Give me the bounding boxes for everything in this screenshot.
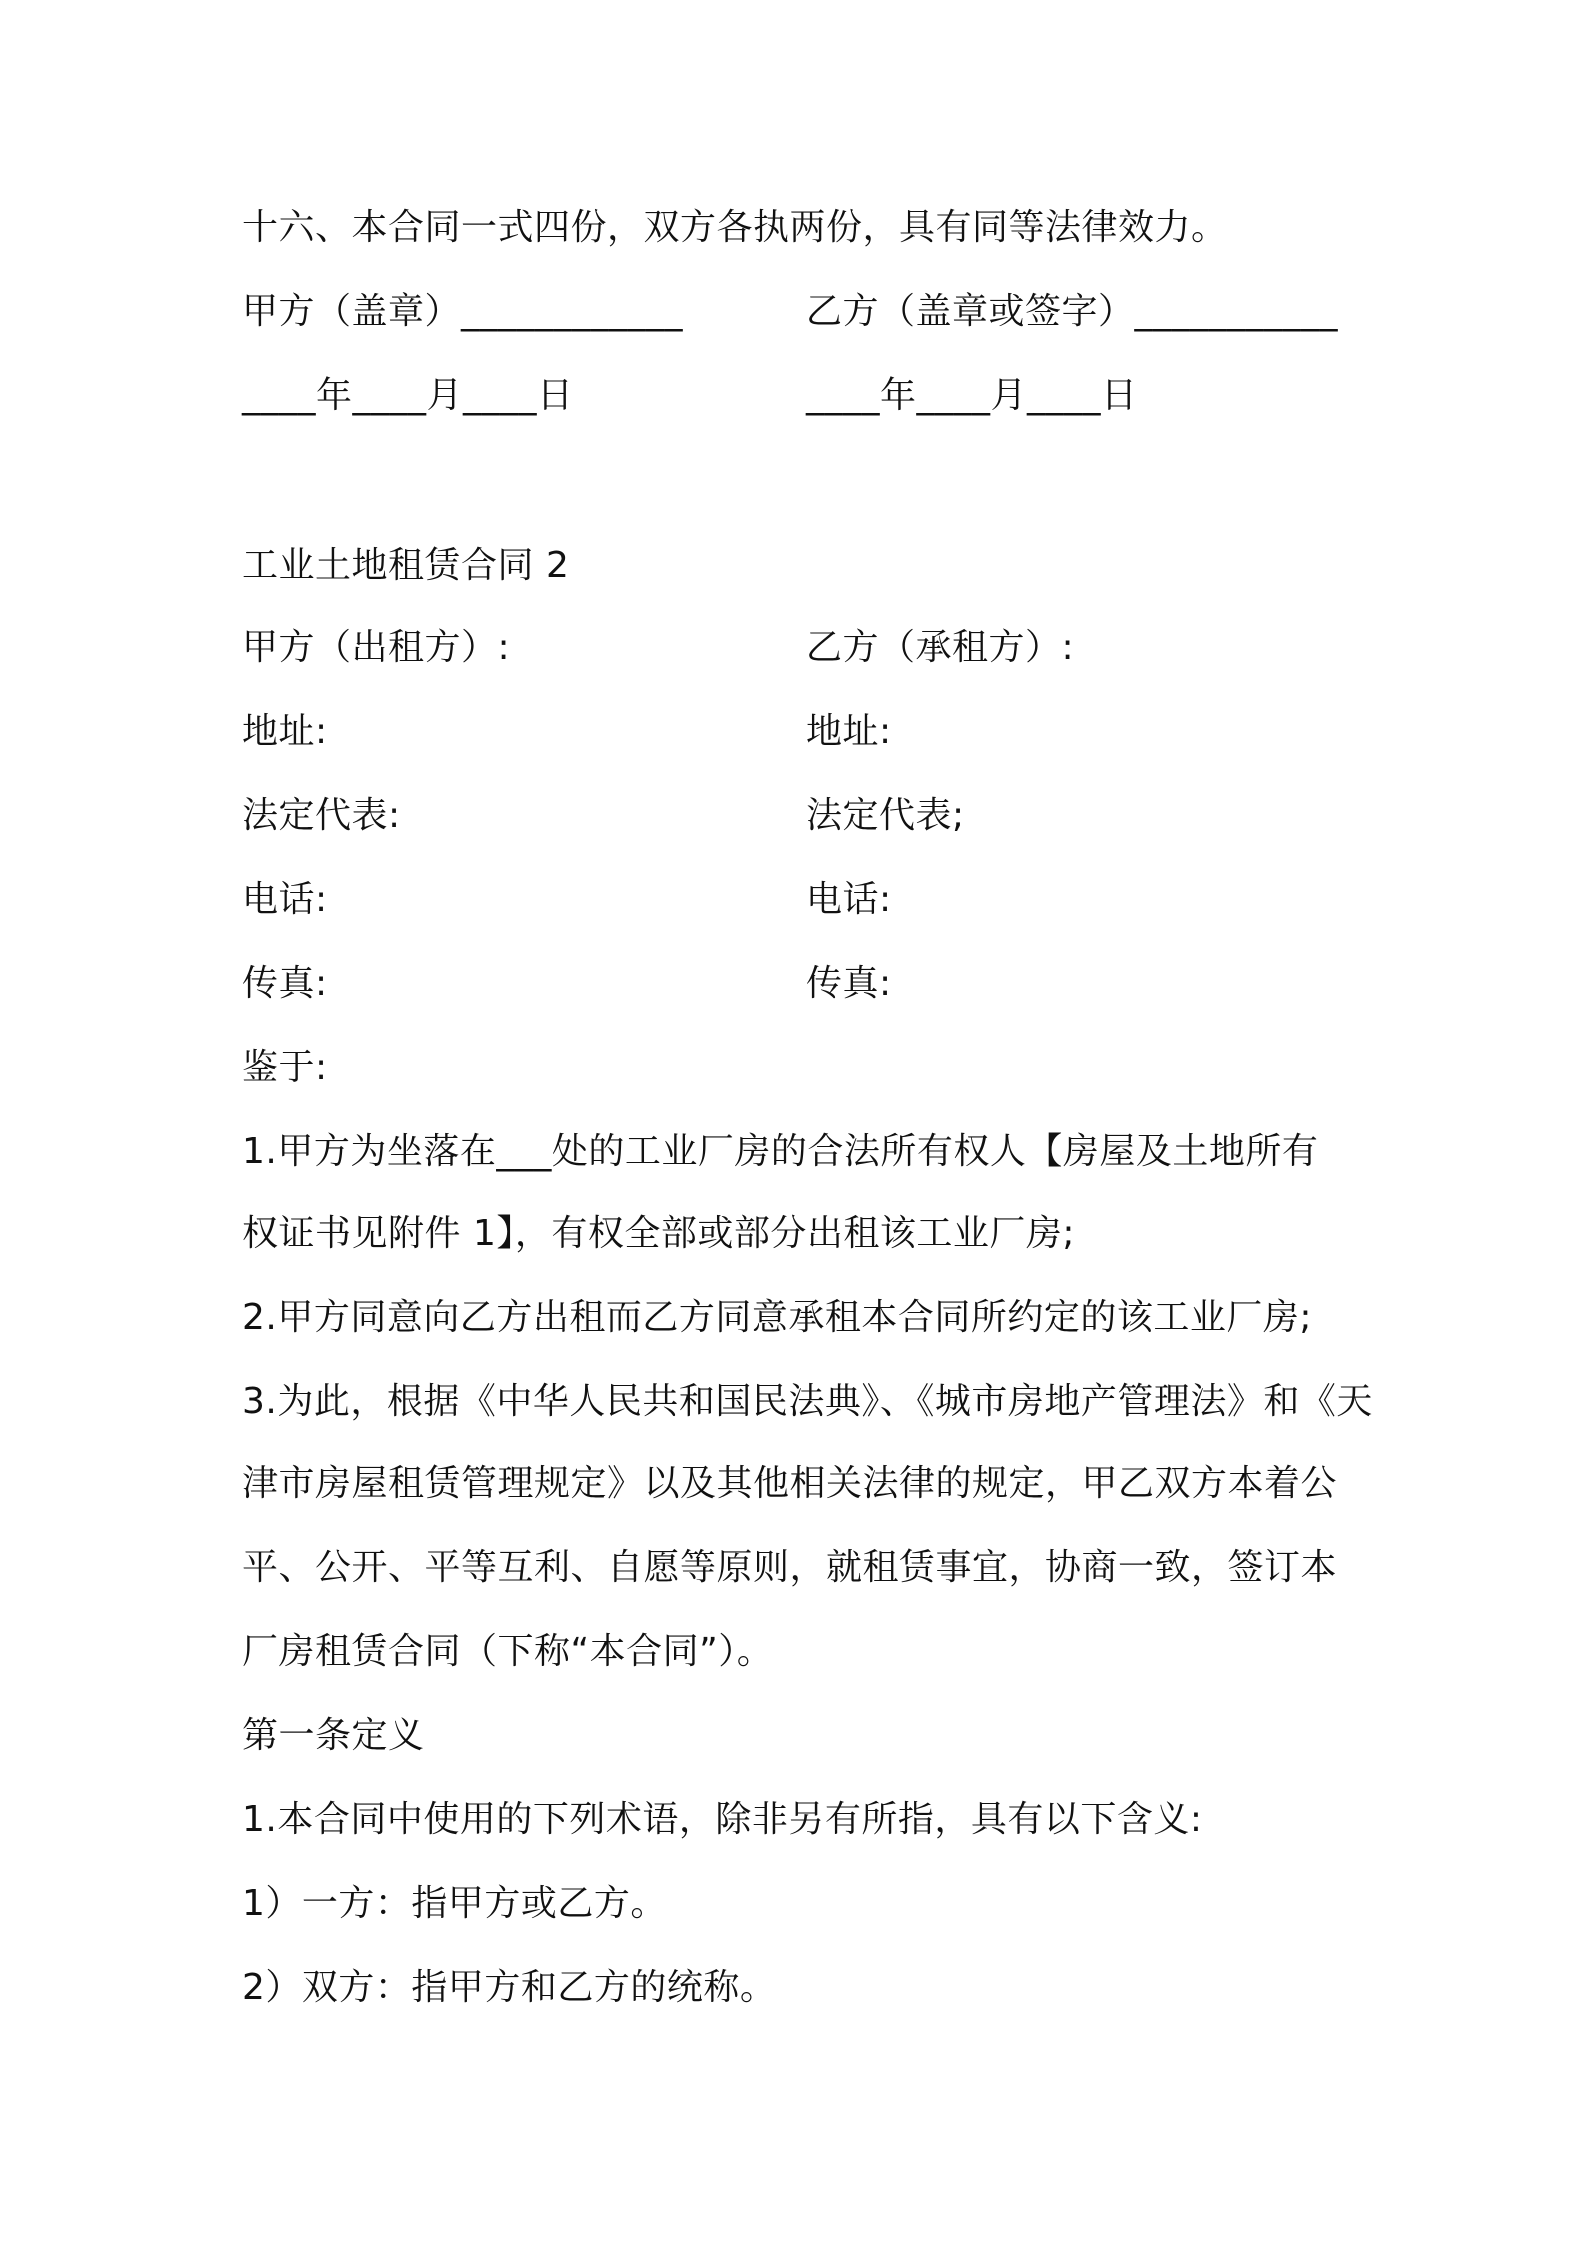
- party-b-seal-line: 乙方（盖章或签字）___________: [806, 291, 1339, 332]
- clause-16: 十六、本合同一式四份，双方各执两份，具有同等法律效力。: [242, 207, 1228, 248]
- party-a-legal-rep: 法定代表:: [242, 795, 401, 836]
- article-1-intro: 1.本合同中使用的下列术语，除非另有所指，具有以下含义:: [242, 1799, 1203, 1840]
- party-a-role: 甲方（出租方）:: [242, 627, 511, 668]
- party-b-phone: 电话:: [806, 879, 892, 920]
- recital-line: 平、公开、平等互利、自愿等原则，就租赁事宜，协商一致，签订本: [242, 1547, 1338, 1588]
- party-b-legal-rep: 法定代表;: [806, 795, 965, 836]
- party-b-date-line: ____年____月____日: [806, 375, 1138, 416]
- party-a-address: 地址:: [242, 711, 328, 752]
- contract-title: 工业土地租赁合同 2: [242, 545, 570, 586]
- party-a-date-line: ____年____月____日: [242, 375, 574, 416]
- definition-item: 1）一方：指甲方或乙方。: [242, 1883, 667, 1924]
- article-1-title: 第一条定义: [242, 1715, 425, 1756]
- recital-line: 厂房租赁合同（下称“本合同”）。: [242, 1631, 774, 1672]
- whereas-heading: 鉴于:: [242, 1047, 328, 1088]
- recital-line: 1.甲方为坐落在___处的工业厂房的合法所有权人【房屋及土地所有: [242, 1131, 1319, 1172]
- party-a-fax: 传真:: [242, 963, 328, 1004]
- party-a-seal-line: 甲方（盖章）____________: [242, 291, 684, 332]
- recital-line: 3.为此，根据《中华人民共和国民法典》、《城市房地产管理法》和《天: [242, 1381, 1373, 1422]
- recital-line: 津市房屋租赁管理规定》以及其他相关法律的规定，甲乙双方本着公: [242, 1463, 1338, 1504]
- party-b-fax: 传真:: [806, 963, 892, 1004]
- recital-line: 权证书见附件 1】，有权全部或部分出租该工业厂房;: [242, 1213, 1075, 1254]
- definition-item: 2）双方：指甲方和乙方的统称。: [242, 1967, 777, 2008]
- party-a-phone: 电话:: [242, 879, 328, 920]
- recital-line: 2.甲方同意向乙方出租而乙方同意承租本合同所约定的该工业厂房;: [242, 1297, 1312, 1338]
- party-b-address: 地址:: [806, 711, 892, 752]
- party-b-role: 乙方（承租方）:: [806, 627, 1075, 668]
